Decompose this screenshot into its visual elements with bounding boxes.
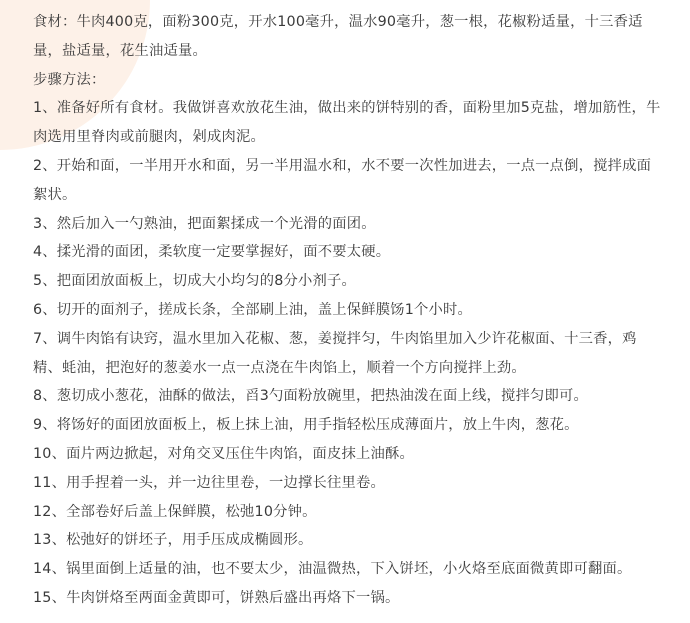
step-item: 9、将饧好的面团放面板上，板上抹上油，用手指轻松压成薄面片，放上牛肉，葱花。: [33, 417, 579, 434]
step-item: 3、然后加入一勺熟油，把面絮揉成一个光滑的面团。: [33, 215, 376, 232]
step-item: 15、牛肉饼烙至两面金黄即可，饼熟后盛出再烙下一锅。: [33, 589, 400, 606]
steps-heading: 步骤方法：: [33, 71, 106, 88]
step-item: 1、准备好所有食材。我做饼喜欢放花生油，做出来的饼特别的香，面粉里加5克盐，增加筋性，牛肉选用里脊肉或前腿肉，剁成肉泥。: [33, 100, 661, 146]
step-item: 10、面片两边掀起，对角交叉压住牛肉馅，面皮抹上油酥。: [33, 445, 415, 462]
step-item: 6、切开的面剂子，搓成长条，全部刷上油，盖上保鲜膜饧1个小时。: [33, 301, 472, 318]
step-item: 7、调牛肉馅有诀窍，温水里加入花椒、葱，姜搅拌匀，牛肉馅里加入少许花椒面、十三香，鸡精、蚝油，把泡好的葱姜水一点一点浇在牛肉馅上，顺着一个方向搅拌上劲。: [33, 330, 637, 376]
step-item: 14、锅里面倒上适量的油，也不要太少，油温微热，下入饼坯，小火烙至底面微黄即可翻面。: [33, 561, 632, 578]
step-item: 11、用手捏着一头，并一边往里卷，一边撑长往里卷。: [33, 474, 386, 491]
step-item: 12、全部卷好后盖上保鲜膜，松弛10分钟。: [33, 503, 317, 520]
step-item: 8、葱切成小葱花，油酥的做法，舀3勺面粉放碗里，把热油泼在面上线，搅拌匀即可。: [33, 388, 588, 405]
ingredients-paragraph: 食材：牛肉400克，面粉300克，开水100毫升，温水90毫升，葱一根，花椒粉适量，十三香适量，盐适量，花生油适量。: [33, 14, 643, 59]
recipe-article: [33, 8, 663, 613]
step-item: 13、松弛好的饼坯子，用手压成成椭圆形。: [33, 532, 313, 549]
step-item: 2、开始和面，一半用开水和面，另一半用温水和，水不要一次性加进去，一点一点倒，搅拌成面絮状。: [33, 157, 652, 203]
step-item: 5、把面团放面板上，切成大小均匀的8分小剂子。: [33, 273, 357, 290]
step-item: 4、揉光滑的面团，柔软度一定要掌握好，面不要太硬。: [33, 244, 391, 261]
